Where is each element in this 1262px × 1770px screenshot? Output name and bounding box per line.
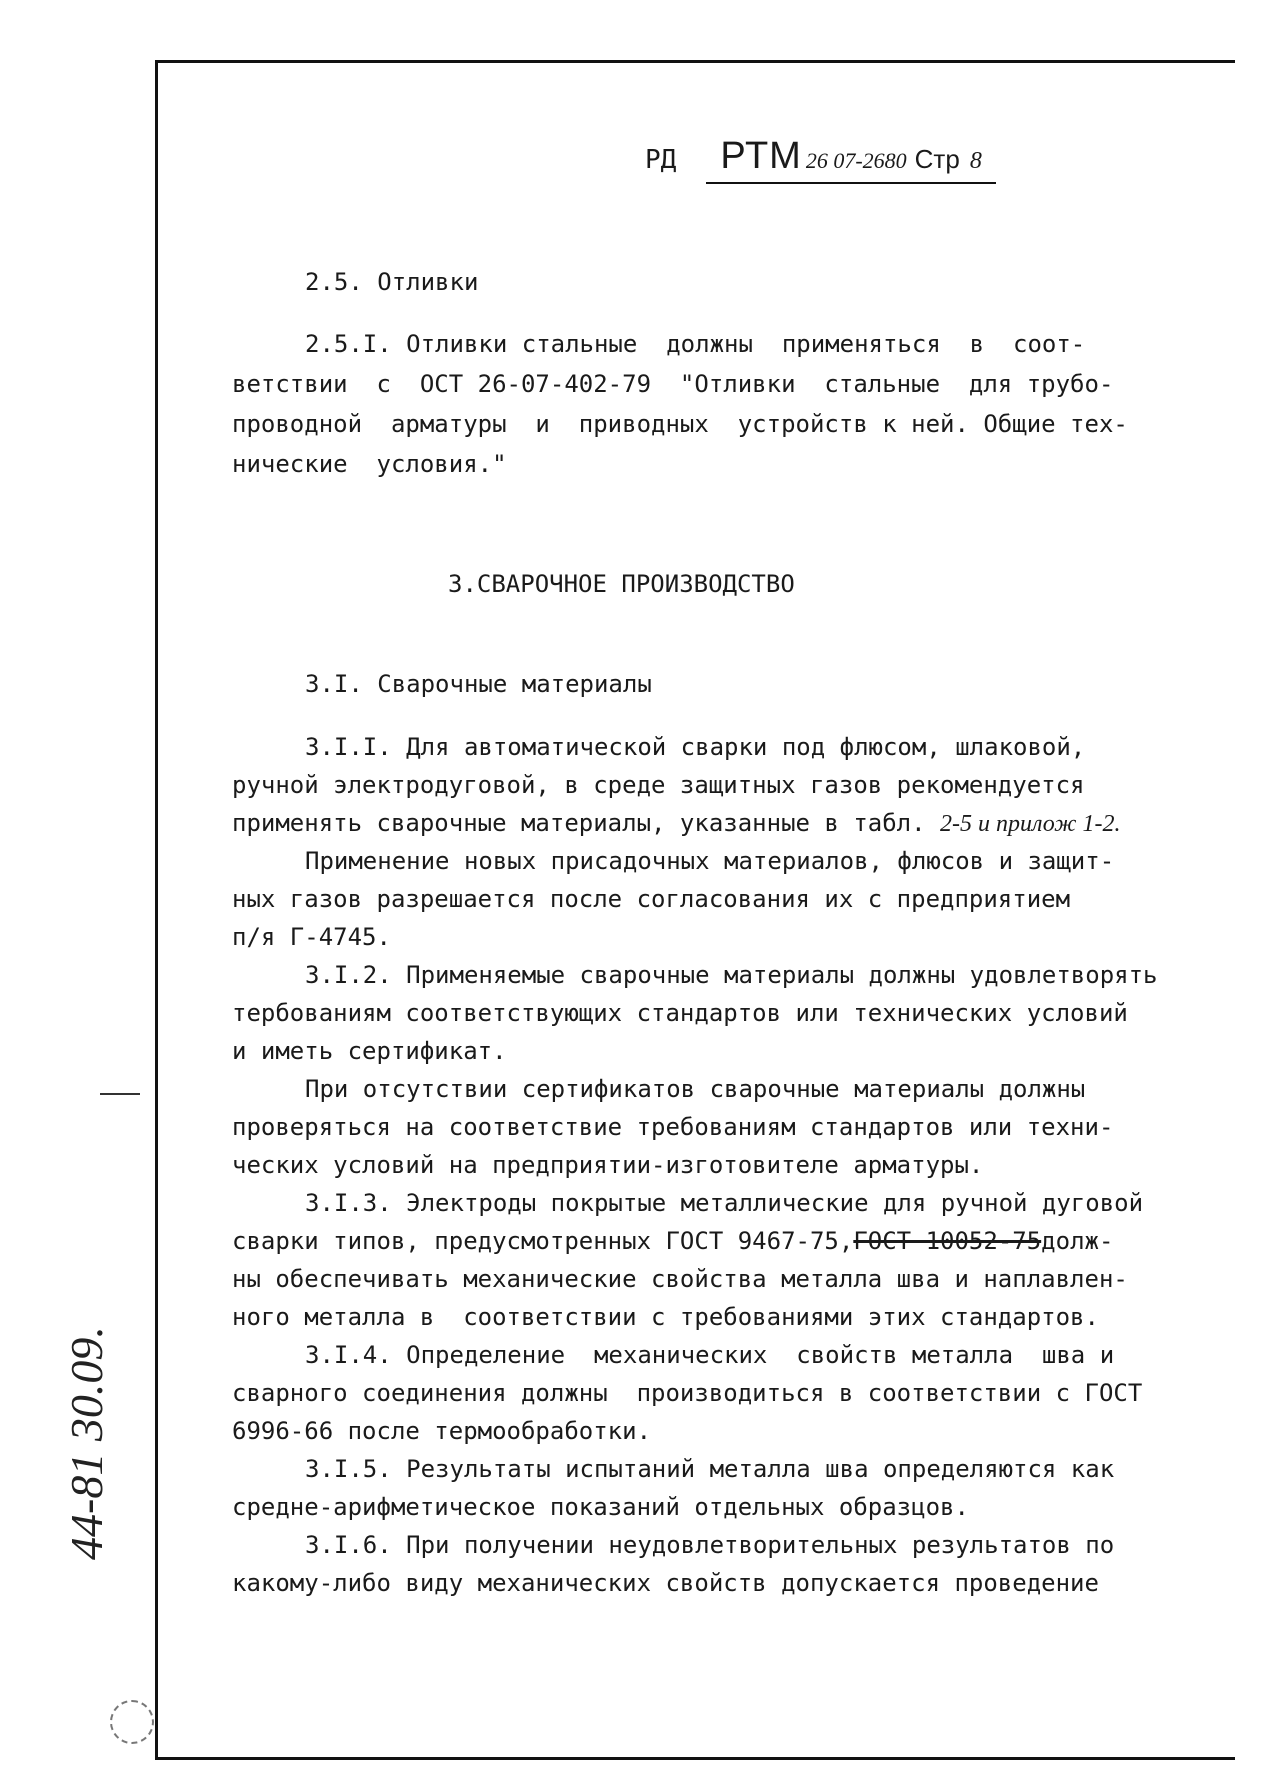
para-3-1-1-line: ручной электродуговой, в среде защитных газов рекомендуется: [232, 771, 1085, 799]
header-page-number: 8: [969, 148, 982, 174]
para-3-1-4-line: 3.I.4. Определение механических свойств металла шва и: [305, 1341, 1115, 1369]
para-3-1-3-typed: сварки типов, предусмотренных ГОСТ 9467-75,: [232, 1227, 854, 1255]
document-header: [645, 135, 996, 184]
section-3-1-title: 3.I. Сварочные материалы: [305, 670, 652, 698]
para-3-1-1-typed: применять сварочные материалы, указанные в табл.: [232, 809, 926, 837]
para-3-1-4-line: сварного соединения должны производиться в соответствии с ГОСТ: [232, 1379, 1143, 1407]
section-2-5-line: нические условия.": [232, 450, 507, 478]
para-3-1-5-line: 3.I.5. Результаты испытаний металла шва определяются как: [305, 1455, 1115, 1483]
stamp-mark: [110, 1700, 154, 1744]
para-3-1-1b-line: п/я Г-4745.: [232, 923, 391, 951]
para-3-1-3-line: [232, 1229, 1113, 1253]
para-3-1-6-line: 3.I.6. При получении неудовлетворительных результатов по: [305, 1531, 1115, 1559]
para-3-1-2b-line: проверяться на соответствие требованиям стандартов или техни-: [232, 1113, 1114, 1141]
para-3-1-3-line: ны обеспечивать механические свойства металла шва и наплавлен-: [232, 1265, 1128, 1293]
para-3-1-4-line: 6996-66 после термообработки.: [232, 1417, 652, 1445]
section-2-5-line: проводной арматуры и приводных устройств к ней. Общие тех-: [232, 410, 1128, 438]
para-3-1-1b-line: ных газов разрешается после согласования их с предприятием: [232, 885, 1071, 913]
section-2-5-title: 2.5. Отливки: [305, 268, 479, 296]
para-3-1-3-line: 3.I.3. Электроды покрытые металлические для ручной дуговой: [305, 1189, 1144, 1217]
para-3-1-6-line: какому-либо виду механических свойств допускается проведение: [232, 1569, 1099, 1597]
para-3-1-2b-line: ческих условий на предприятии-изготовителе арматуры.: [232, 1151, 984, 1179]
para-3-1-1b-line: Применение новых присадочных материалов, флюсов и защит-: [305, 847, 1115, 875]
para-3-1-1-line: 3.I.I. Для автоматической сварки под флюсом, шлаковой,: [305, 733, 1086, 761]
section-2-5-line: 2.5.I. Отливки стальные должны применяться в соот-: [305, 330, 1086, 358]
header-rtm: РТМ: [720, 135, 802, 177]
section-2-5-line: ветствии с ОСТ 26-07-402-79 "Отливки стальные для трубо-: [232, 370, 1114, 398]
header-page-label: Стр: [914, 144, 960, 174]
margin-dash: [100, 1093, 140, 1095]
para-3-1-2-line: тербованиям соответствующих стандартов или технических условий: [232, 999, 1128, 1027]
para-3-1-3-line: ного металла в соответствии с требованиями этих стандартов.: [232, 1303, 1099, 1331]
struck-out-standard: ГОСТ 10052-75: [853, 1227, 1042, 1255]
para-3-1-2-line: 3.I.2. Применяемые сварочные материалы должны удовлетворять: [305, 961, 1158, 989]
para-3-1-2b-line: При отсутствии сертификатов сварочные материалы должны: [305, 1075, 1086, 1103]
document-code-box: [706, 135, 996, 184]
margin-handwritten-note: 44-81 30.09.: [61, 1326, 112, 1560]
para-3-1-2-line: и иметь сертификат.: [232, 1037, 507, 1065]
para-3-1-1-handwritten: 2-5 и прилож 1-2.: [940, 811, 1121, 837]
header-code: 26 07-2680: [805, 148, 907, 173]
header-prefix: РД: [645, 145, 677, 175]
para-3-1-1-line: [232, 811, 1120, 836]
chapter-3-title: 3.СВАРОЧНОЕ ПРОИЗВОДСТВО: [448, 570, 795, 598]
para-3-1-5-line: средне-арифметическое показаний отдельных образцов.: [232, 1493, 969, 1521]
para-3-1-3-typed-end: долж-: [1041, 1227, 1114, 1255]
